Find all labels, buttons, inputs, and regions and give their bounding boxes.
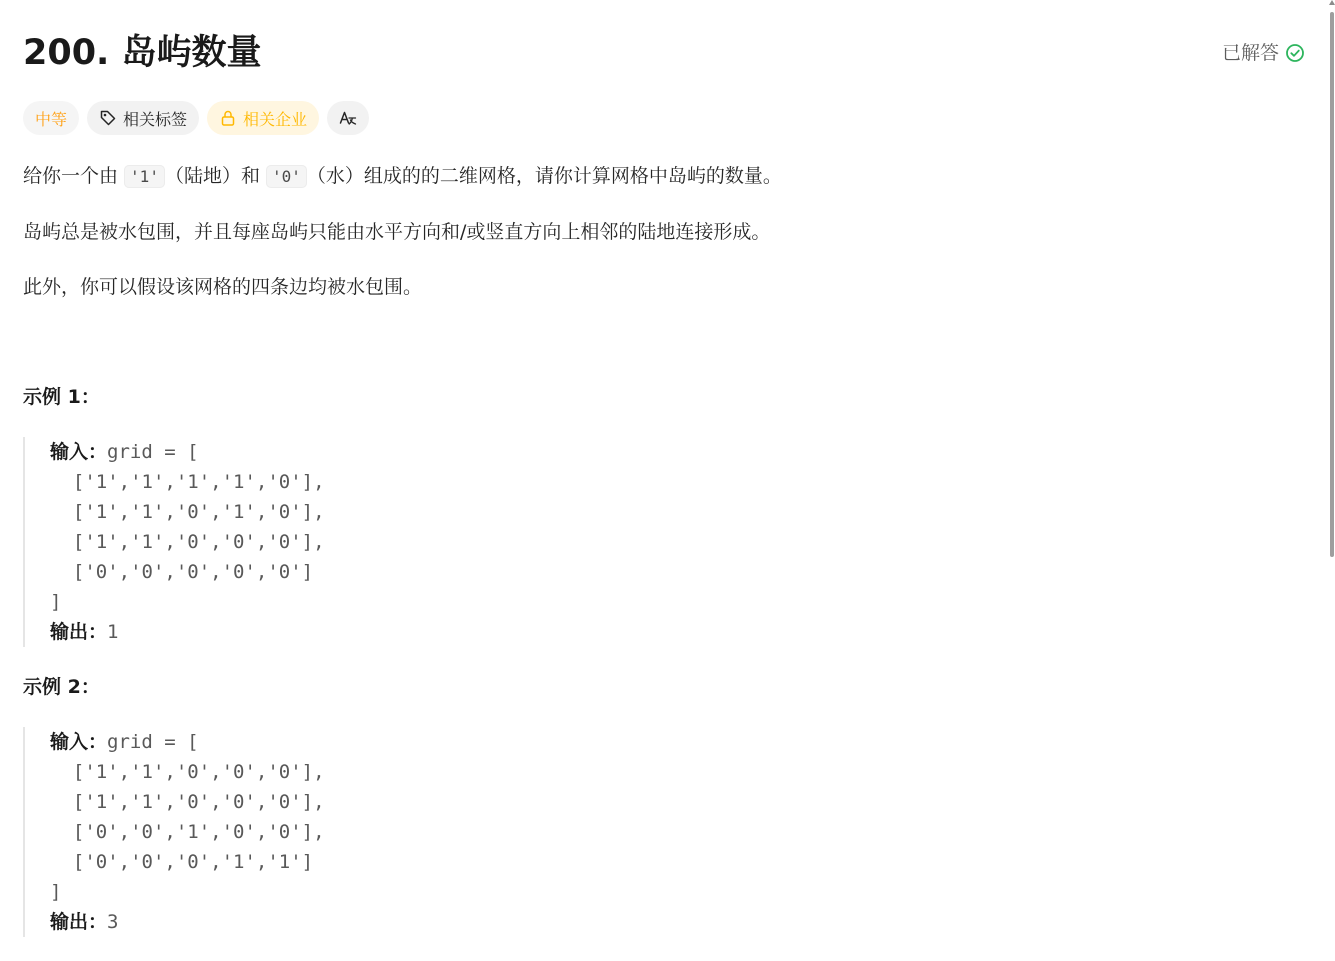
- description-paragraph-1: 给你一个由 '1' （陆地）和 '0' （水）组成的的二维网格，请你计算网格中岛屿的数量。: [23, 165, 782, 187]
- example-line: ['1','1','0','0','0'],: [50, 531, 325, 553]
- difficulty-badge: [23, 101, 79, 135]
- lock-icon: [219, 109, 237, 127]
- example-1-title: 示例 1：: [23, 386, 100, 408]
- scrollbar[interactable]: [1329, 0, 1335, 961]
- tag-icon: [99, 109, 117, 127]
- description-paragraph-3: 此外，你可以假设该网格的四条边均被水包围。: [23, 276, 423, 298]
- inline-code-land: '1': [124, 165, 165, 188]
- example-line: ['0','0','1','0','0'],: [50, 821, 325, 843]
- example-line: ]: [50, 881, 62, 903]
- example-1-block: [23, 437, 325, 647]
- example-line: ['0','0','0','1','1']: [50, 851, 314, 873]
- problem-title[interactable]: 200. 岛屿数量: [23, 33, 262, 73]
- example-line: 输出：3: [50, 911, 119, 933]
- inline-code-water: '0': [266, 165, 307, 188]
- description-paragraph-2: 岛屿总是被水包围，并且每座岛屿只能由水平方向和/或竖直方向上相邻的陆地连接形成。: [23, 221, 771, 243]
- scroll-up-icon[interactable]: [1329, 0, 1335, 5]
- solved-label: 已解答: [1221, 42, 1279, 64]
- example-line: 输入：grid = [: [50, 731, 199, 753]
- example-line: 输出：1: [50, 621, 119, 643]
- related-companies-label: 相关企业: [243, 109, 308, 129]
- difficulty-label: 中等: [35, 109, 68, 129]
- title-row: [23, 28, 1305, 78]
- example-2-title: 示例 2：: [23, 676, 100, 698]
- check-circle-icon: [1285, 43, 1305, 63]
- related-companies-button[interactable]: [207, 101, 319, 135]
- example-line: ['1','1','1','1','0'],: [50, 471, 325, 493]
- example-line: ['1','1','0','0','0'],: [50, 761, 325, 783]
- tag-bar: [23, 101, 369, 135]
- translate-button[interactable]: [327, 101, 369, 135]
- related-tags-button[interactable]: [87, 101, 199, 135]
- example-line: 输入：grid = [: [50, 441, 199, 463]
- example-line: ['1','1','0','1','0'],: [50, 501, 325, 523]
- related-tags-label: 相关标签: [123, 109, 188, 129]
- example-line: ['0','0','0','0','0']: [50, 561, 314, 583]
- translate-icon: [339, 109, 357, 127]
- example-2-block: [23, 727, 325, 937]
- example-line: ]: [50, 591, 62, 613]
- solved-status: [1222, 40, 1305, 66]
- example-line: ['1','1','0','0','0'],: [50, 791, 325, 813]
- scrollbar-thumb[interactable]: [1330, 12, 1334, 557]
